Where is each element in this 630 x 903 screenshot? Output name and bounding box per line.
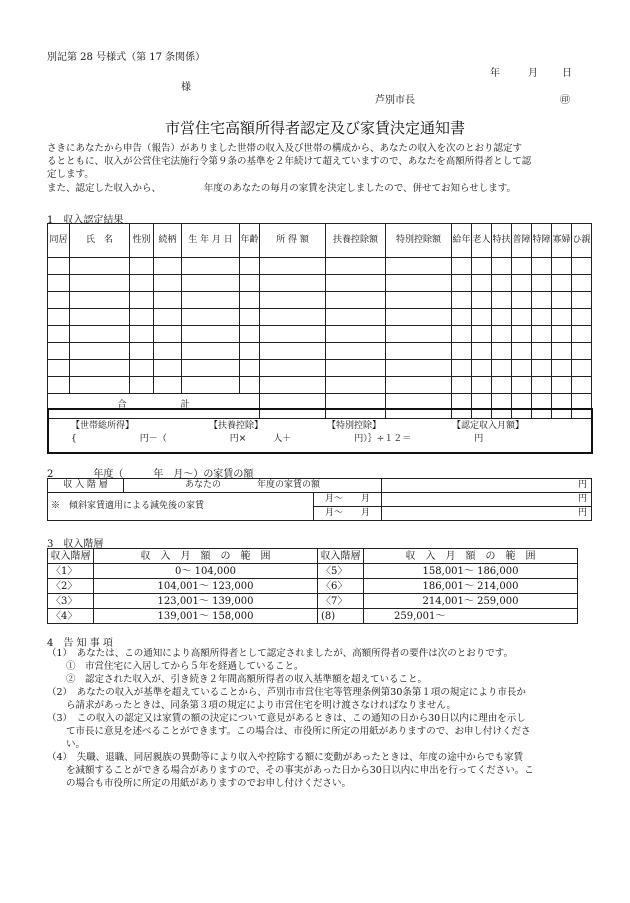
notice-line: ① 市営住宅に入居してから５年を経過していること。 [47, 661, 304, 672]
total-label: 合 計 [48, 394, 260, 419]
range-cell: 186,001～ 214,000 [364, 579, 578, 594]
col-special-deduction: 特別控除額 [386, 224, 452, 258]
col-single-parent: ひ親 [572, 224, 592, 258]
col-disabled: 普障 [512, 224, 532, 258]
label-dependent-deduction: 【扶養控除】 [209, 421, 264, 431]
col-widow: 寡婦 [552, 224, 572, 258]
notice-line: （2） あなたの収入が基準を超えていることから、芦別市市営住宅等管理条例第30条第１項の規定により市長か [47, 687, 526, 698]
level-cell: 〈1〉 [48, 564, 94, 579]
notice-line: を減額することができる場合がありますので、その事実があった日から30日以内に申出を行ってください。こ [47, 765, 534, 776]
notice-line: て市長に意見を述べることができます。この場合は、市役所に所定の用紙がありますので、お申し付けくださ [47, 726, 531, 737]
col-sex: 性別 [130, 224, 154, 258]
income-table-header [48, 224, 592, 258]
table-row [48, 326, 592, 343]
seal-mark: ㊞ [560, 95, 570, 106]
col-elderly: 老人 [472, 224, 492, 258]
level-cell: 〈2〉 [48, 579, 94, 594]
section2-heading: 2 年度（ 年 月～）の家賃の額 [47, 469, 254, 480]
reduction-label: ※ 傾斜家賃適用による減免後の家賃 [48, 493, 314, 521]
notice-line: （4） 失職、退職、同居親族の異動等により収入や控除する額に変動があったときは、年度の途中からでも家賃 [47, 752, 524, 763]
range-cell: 259,001～ [364, 609, 578, 624]
table-row [48, 309, 592, 326]
level-cell: 〈7〉 [318, 594, 364, 609]
level-cell: 〈3〉 [48, 594, 94, 609]
col-age: 年齢 [240, 224, 260, 258]
range-cell: 139,001～ 158,000 [94, 609, 318, 624]
period-2-yen: 円 [382, 507, 592, 521]
table-row [48, 609, 578, 624]
document-title: 市営住宅高額所得者認定及び家賃決定通知書 [164, 119, 465, 137]
level-cell: 〈4〉 [48, 609, 94, 624]
level-cell: 〈6〉 [318, 579, 364, 594]
income-level-table [47, 548, 578, 624]
period-1: 月～ 月 [314, 493, 382, 507]
col-special-dependent: 特扶 [492, 224, 512, 258]
col-relation: 続柄 [154, 224, 182, 258]
level-cell: (8) [318, 609, 364, 624]
period-1-yen: 円 [382, 493, 592, 507]
section1-heading: 1 収入認定結果 [47, 215, 124, 226]
intro-line-4: また、認定した収入から、 年度のあなたの毎月の家賃を決定しましたので、併せてお知らせします。 [47, 183, 517, 194]
table-row [48, 292, 592, 309]
col-birthdate: 生 年 月 日 [182, 224, 240, 258]
label-recognized-income: 【認定収入月額】 [452, 421, 525, 431]
col-income: 所 得 額 [260, 224, 326, 258]
col-special-disabled: 特障 [532, 224, 552, 258]
table-row [48, 343, 592, 360]
table-row [48, 594, 578, 609]
col-cohabit: 同居 [48, 224, 70, 258]
date-day: 日 [562, 68, 572, 79]
notice-line: ② 認定された収入が、引き続き２年間高額所得者の収入基準額を超えていること。 [47, 674, 428, 685]
label-total-income: 【世帯総所得】 [71, 421, 135, 431]
level-col-right: 収入階層 [318, 549, 364, 564]
table-row [48, 275, 592, 292]
rent-col-level: 収 入 階 層 [48, 479, 124, 493]
table-row [48, 564, 578, 579]
range-cell: 0～ 104,000 [94, 564, 318, 579]
col-name: 氏 名 [70, 224, 130, 258]
rent-yen: 円 [382, 479, 592, 493]
section3-heading: 3 収入階層 [47, 539, 104, 550]
range-col-left: 収 入 月 額 の 範 囲 [94, 549, 318, 564]
table-row [48, 377, 592, 394]
table-row [48, 360, 592, 377]
rent-col-amount: あなたの 年度の家賃の額 [124, 479, 382, 493]
addressee-suffix: 様 [181, 82, 191, 93]
date-year: 年 [490, 68, 500, 79]
col-salary-pension: 給年 [452, 224, 472, 258]
level-cell: 〈5〉 [318, 564, 364, 579]
form-number: 別記第 28 号様式（第 17 条関係） [47, 52, 206, 63]
section4-heading: 4 告 知 事 項 [47, 638, 113, 649]
issuer: 芦別市長 [375, 95, 415, 106]
label-special-deduction: 【特別控除】 [327, 421, 382, 431]
intro-line-2: るとともに、収入が公営住宅法施行令第９条の基準を２年続けて超えていますので、あなたを高額所得者として認 [47, 156, 532, 167]
range-cell: 158,001～ 186,000 [364, 564, 578, 579]
rent-table [47, 478, 592, 521]
range-cell: 104,001～ 123,000 [94, 579, 318, 594]
table-row [48, 579, 578, 594]
intro-line-1: さきにあなたから申告（報告）がありました世帯の収入及び世帯の構成から、あなたの収入を次のとおり認定す [47, 143, 523, 154]
table-row [48, 258, 592, 275]
notice-line: の場合も市役所に所定の用紙がありますのでお申し付けください。 [47, 778, 352, 789]
notice-line: （3） この収入の認定又は家賃の額の決定について意見があるときは、この通知の日から30日以内に理由を示し [47, 713, 526, 724]
notice-line: い。 [47, 739, 86, 750]
period-2: 月～ 月 [314, 507, 382, 521]
col-dependent-deduction: 扶養控除額 [326, 224, 386, 258]
range-cell: 214,001～ 259,000 [364, 594, 578, 609]
date-month: 月 [528, 68, 538, 79]
notice-line: （1） あなたは、この通知により高額所得者として認定されましたが、高額所得者の要件は次のとおりです。 [47, 648, 514, 659]
formula-line: { 円－（ 円× 人＋ 円）｝÷１２＝ 円 [71, 434, 484, 444]
notice-line: ら請求があったときは、同条第３項の規定により市営住宅を明け渡さなければなりません。 [47, 700, 456, 711]
range-col-right: 収 入 月 額 の 範 囲 [364, 549, 578, 564]
income-table [47, 223, 592, 419]
intro-line-3: 定します。 [47, 169, 94, 180]
range-cell: 123,001～ 139,000 [94, 594, 318, 609]
level-col-left: 収入階層 [48, 549, 94, 564]
